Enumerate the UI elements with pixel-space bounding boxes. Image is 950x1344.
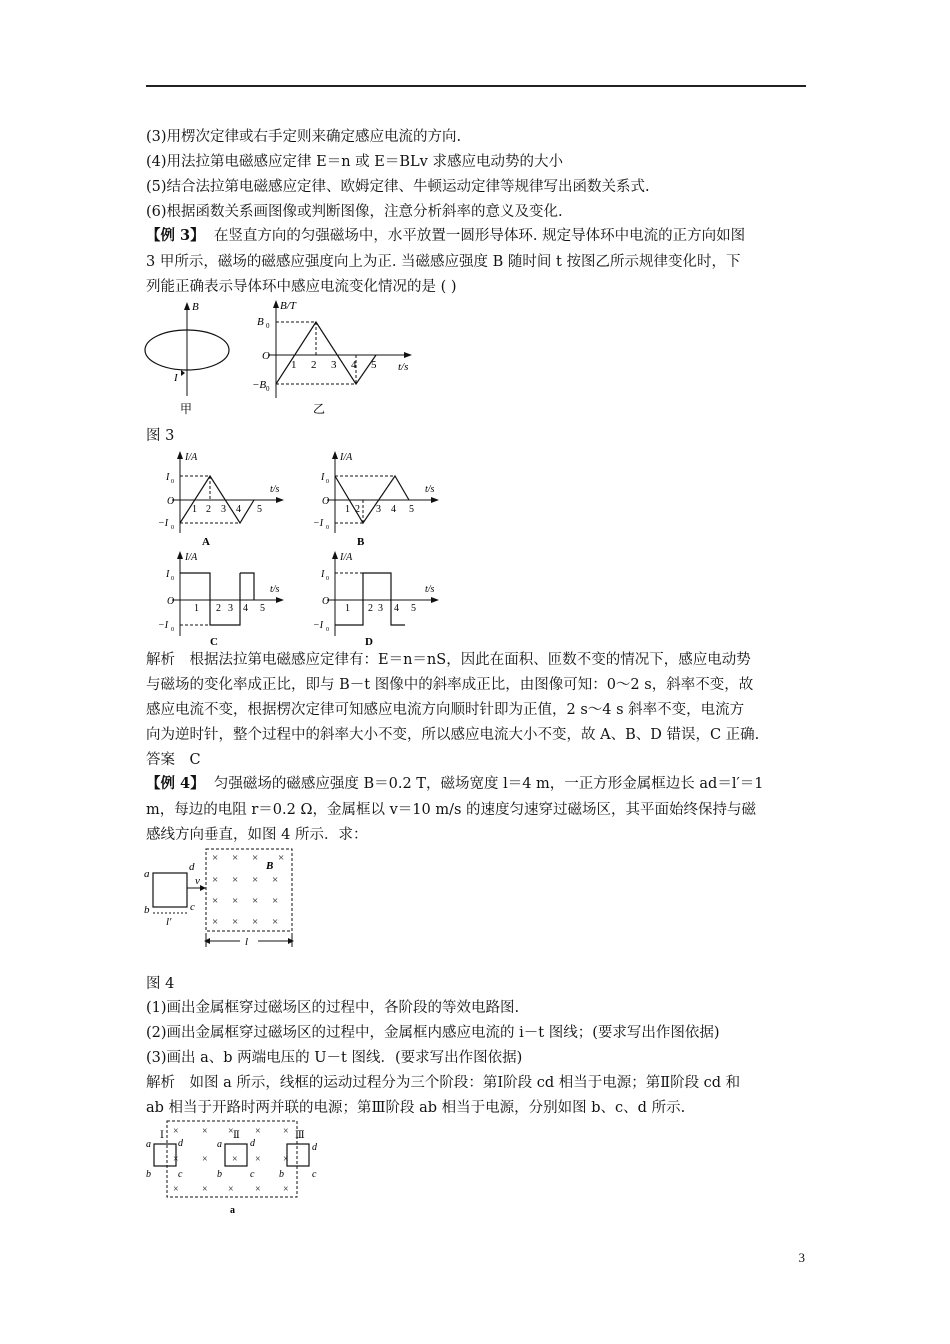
svg-text:0: 0 bbox=[171, 479, 174, 485]
svg-text:b: b bbox=[217, 1169, 222, 1180]
text-line: (4)用法拉第电磁感应定律 E＝n 或 E＝BLv 求感应电动势的大小 bbox=[146, 154, 563, 170]
svg-text:×: × bbox=[252, 895, 259, 907]
svg-text:b: b bbox=[279, 1169, 284, 1180]
question-line: (2)画出金属框穿过磁场区的过程中，金属框内感应电流的 i－t 图线；(要求写出作图依据) bbox=[146, 1025, 720, 1041]
svg-text:0: 0 bbox=[171, 525, 174, 531]
text-line: m，每边的电阻 r＝0.2 Ω，金属框以 v＝10 m/s 的速度匀速穿过磁场区，其平面始终保持与磁 bbox=[146, 802, 757, 818]
analysis-line: 解析 根据法拉第电磁感应定律有：E＝n＝nS，因此在面积、匝数不变的情况下，感应电动势 bbox=[146, 652, 751, 668]
svg-text:×: × bbox=[212, 874, 219, 886]
text-line: (3)用楞次定律或右手定则来确定感应电流的方向. bbox=[146, 129, 462, 145]
figure-4 bbox=[140, 843, 310, 953]
svg-text:C: C bbox=[210, 636, 218, 648]
svg-text:Ⅱ: Ⅱ bbox=[233, 1130, 240, 1141]
svg-text:Ⅲ: Ⅲ bbox=[295, 1130, 305, 1141]
svg-text:×: × bbox=[272, 895, 279, 907]
svg-text:0: 0 bbox=[171, 576, 174, 582]
svg-text:−I: −I bbox=[158, 518, 169, 529]
svg-text:t/s: t/s bbox=[270, 484, 280, 495]
svg-text:0: 0 bbox=[266, 385, 270, 393]
svg-text:2: 2 bbox=[206, 504, 211, 515]
option-d-graph bbox=[313, 551, 439, 648]
ring-figure bbox=[145, 301, 229, 416]
svg-text:0: 0 bbox=[326, 627, 329, 633]
svg-text:c: c bbox=[178, 1169, 183, 1180]
option-c-graph bbox=[158, 551, 284, 648]
analysis-line: 向为逆时针，整个过程中的斜率大小不变，所以感应电流大小不变，故 A、B、D 错误，C 正确. bbox=[146, 727, 760, 743]
svg-text:5: 5 bbox=[257, 504, 262, 515]
svg-text:I/A: I/A bbox=[185, 452, 198, 463]
text-line: (6)根据函数关系画图像或判断图像，注意分析斜率的意义及变化. bbox=[146, 204, 563, 220]
svg-text:×: × bbox=[255, 1184, 261, 1195]
example3-line bbox=[146, 226, 745, 246]
svg-text:×: × bbox=[232, 1154, 238, 1165]
header-rule bbox=[146, 85, 806, 87]
svg-text:2: 2 bbox=[311, 359, 317, 371]
svg-text:O: O bbox=[262, 350, 270, 362]
svg-text:B: B bbox=[266, 860, 274, 872]
svg-text:×: × bbox=[228, 1126, 234, 1137]
svg-text:O: O bbox=[322, 596, 330, 607]
svg-text:0: 0 bbox=[266, 322, 270, 330]
svg-text:v: v bbox=[195, 875, 200, 887]
example3-tag: 【例 3】 bbox=[146, 227, 205, 244]
svg-text:a: a bbox=[230, 1205, 235, 1216]
svg-text:×: × bbox=[252, 852, 259, 864]
svg-text:c: c bbox=[250, 1169, 255, 1180]
svg-text:×: × bbox=[202, 1154, 208, 1165]
svg-text:−I: −I bbox=[313, 518, 324, 529]
svg-text:a: a bbox=[217, 1139, 222, 1150]
svg-text:×: × bbox=[212, 852, 219, 864]
svg-text:a: a bbox=[144, 868, 150, 880]
svg-text:3: 3 bbox=[331, 359, 337, 371]
option-a-graph bbox=[158, 451, 284, 548]
example4-tag: 【例 4】 bbox=[146, 775, 205, 792]
svg-text:×: × bbox=[232, 895, 239, 907]
svg-text:0: 0 bbox=[326, 525, 329, 531]
svg-text:1: 1 bbox=[192, 504, 197, 515]
svg-text:I/A: I/A bbox=[340, 452, 353, 463]
svg-text:2: 2 bbox=[355, 504, 360, 515]
figure-3-caption: 图 3 bbox=[146, 428, 175, 444]
svg-text:×: × bbox=[283, 1184, 289, 1195]
example4-line bbox=[146, 774, 763, 794]
option-b-graph bbox=[313, 451, 439, 548]
svg-text:t/s: t/s bbox=[425, 584, 435, 595]
svg-text:d: d bbox=[250, 1138, 255, 1149]
text-line: 感线方向垂直，如图 4 所示．求： bbox=[146, 827, 368, 843]
svg-text:I: I bbox=[166, 472, 170, 483]
example3-text: 在竖直方向的匀强磁场中，水平放置一圆形导体环. 规定导体环中电流的正方向如图 bbox=[213, 228, 746, 244]
svg-text:4: 4 bbox=[236, 504, 241, 515]
figure-3-top bbox=[140, 298, 420, 418]
svg-text:O: O bbox=[167, 496, 175, 507]
svg-text:×: × bbox=[272, 874, 279, 886]
svg-text:5: 5 bbox=[409, 504, 414, 515]
svg-text:×: × bbox=[173, 1184, 179, 1195]
svg-text:I/A: I/A bbox=[185, 552, 198, 563]
svg-text:3: 3 bbox=[376, 504, 381, 515]
svg-text:4: 4 bbox=[394, 603, 399, 614]
svg-text:−B: −B bbox=[252, 379, 267, 391]
figure-a bbox=[140, 1118, 330, 1218]
svg-text:4: 4 bbox=[351, 359, 357, 371]
yi-label: 乙 bbox=[313, 402, 326, 416]
svg-text:t/s: t/s bbox=[425, 484, 435, 495]
i-label: I bbox=[174, 372, 178, 384]
svg-text:D: D bbox=[365, 636, 373, 648]
svg-text:Ⅰ: Ⅰ bbox=[160, 1130, 164, 1141]
svg-text:0: 0 bbox=[171, 627, 174, 633]
svg-text:0: 0 bbox=[326, 576, 329, 582]
svg-text:4: 4 bbox=[243, 603, 248, 614]
svg-text:×: × bbox=[232, 852, 239, 864]
svg-text:2: 2 bbox=[368, 603, 373, 614]
svg-text:×: × bbox=[252, 916, 259, 928]
b-t-graph bbox=[252, 300, 412, 416]
svg-text:1: 1 bbox=[194, 603, 199, 614]
figure-4-caption: 图 4 bbox=[146, 976, 175, 992]
svg-text:×: × bbox=[232, 916, 239, 928]
svg-text:O: O bbox=[322, 496, 330, 507]
svg-text:×: × bbox=[173, 1154, 179, 1165]
jia-label: 甲 bbox=[180, 402, 193, 416]
svg-text:×: × bbox=[283, 1154, 289, 1165]
svg-text:2: 2 bbox=[216, 603, 221, 614]
text-line: 列能正确表示导体环中感应电流变化情况的是 ( ) bbox=[146, 279, 457, 295]
svg-text:×: × bbox=[212, 895, 219, 907]
b-label: B bbox=[192, 301, 199, 313]
example4-text: 匀强磁场的磁感应强度 B＝0.2 T，磁场宽度 l＝4 m，一正方形金属框边长 ad＝l′＝1 bbox=[213, 776, 764, 792]
question-line: (1)画出金属框穿过磁场区的过程中，各阶段的等效电路图. bbox=[146, 1000, 520, 1016]
bt-axis-label: B/T bbox=[280, 300, 296, 312]
svg-text:c: c bbox=[312, 1169, 317, 1180]
svg-text:×: × bbox=[278, 852, 285, 864]
analysis-line: 与磁场的变化率成正比，即与 B－t 图像中的斜率成正比，由图像可知：0～2 s，斜率不变，故 bbox=[146, 677, 754, 693]
svg-text:5: 5 bbox=[260, 603, 265, 614]
svg-text:4: 4 bbox=[391, 504, 396, 515]
svg-text:×: × bbox=[173, 1126, 179, 1137]
svg-text:×: × bbox=[255, 1154, 261, 1165]
svg-text:d: d bbox=[312, 1142, 317, 1153]
svg-text:−I: −I bbox=[158, 620, 169, 631]
question-line: (3)画出 a、b 两端电压的 U－t 图线．(要求写出作图依据) bbox=[146, 1050, 523, 1066]
options-cd bbox=[150, 548, 440, 648]
svg-text:×: × bbox=[232, 874, 239, 886]
text-line: 3 甲所示，磁场的磁感应强度向上为正. 当磁感应强度 B 随时间 t 按图乙所示规律变化时，下 bbox=[146, 254, 741, 270]
svg-text:B: B bbox=[257, 316, 264, 328]
svg-text:×: × bbox=[272, 916, 279, 928]
svg-text:I: I bbox=[321, 472, 325, 483]
svg-text:c: c bbox=[190, 901, 195, 913]
svg-text:a: a bbox=[146, 1139, 151, 1150]
svg-text:5: 5 bbox=[371, 359, 377, 371]
svg-text:3: 3 bbox=[228, 603, 233, 614]
svg-text:d: d bbox=[178, 1138, 183, 1149]
svg-text:b: b bbox=[144, 904, 150, 916]
svg-text:×: × bbox=[212, 916, 219, 928]
svg-text:A: A bbox=[202, 536, 210, 548]
text-line: (5)结合法拉第电磁感应定律、欧姆定律、牛顿运动定律等规律写出函数关系式. bbox=[146, 179, 650, 195]
svg-text:×: × bbox=[202, 1126, 208, 1137]
svg-text:B: B bbox=[357, 536, 365, 548]
svg-text:3: 3 bbox=[378, 603, 383, 614]
page-number: 3 bbox=[798, 1250, 805, 1265]
svg-text:×: × bbox=[283, 1126, 289, 1137]
svg-text:t/s: t/s bbox=[270, 584, 280, 595]
svg-text:d: d bbox=[189, 861, 195, 873]
analysis-line: 解析 如图 a 所示，线框的运动过程分为三个阶段：第Ⅰ阶段 cd 相当于电源；第Ⅱ阶段 cd 和 bbox=[146, 1075, 741, 1091]
t-axis-label: t/s bbox=[398, 361, 409, 373]
svg-text:1: 1 bbox=[291, 359, 297, 371]
svg-text:b: b bbox=[146, 1169, 151, 1180]
svg-text:l′: l′ bbox=[166, 916, 172, 928]
svg-text:I: I bbox=[321, 569, 325, 580]
analysis-line: ab 相当于开路时两并联的电源；第Ⅲ阶段 ab 相当于电源，分别如图 b、c、d 所示. bbox=[146, 1100, 686, 1116]
svg-text:I: I bbox=[166, 569, 170, 580]
svg-text:1: 1 bbox=[345, 504, 350, 515]
svg-text:×: × bbox=[228, 1184, 234, 1195]
svg-text:1: 1 bbox=[345, 603, 350, 614]
svg-text:0: 0 bbox=[326, 479, 329, 485]
svg-text:3: 3 bbox=[221, 504, 226, 515]
svg-text:×: × bbox=[202, 1184, 208, 1195]
answer-line: 答案 C bbox=[146, 752, 201, 768]
svg-text:l: l bbox=[245, 936, 249, 948]
svg-text:5: 5 bbox=[411, 603, 416, 614]
svg-text:−I: −I bbox=[313, 620, 324, 631]
analysis-line: 感应电流不变，根据楞次定律可知感应电流方向顺时针即为正值，2 s～4 s 斜率不变，电流方 bbox=[146, 702, 745, 718]
svg-text:×: × bbox=[252, 874, 259, 886]
svg-text:I/A: I/A bbox=[340, 552, 353, 563]
svg-text:×: × bbox=[255, 1126, 261, 1137]
options-ab bbox=[150, 448, 440, 548]
svg-text:O: O bbox=[167, 596, 175, 607]
